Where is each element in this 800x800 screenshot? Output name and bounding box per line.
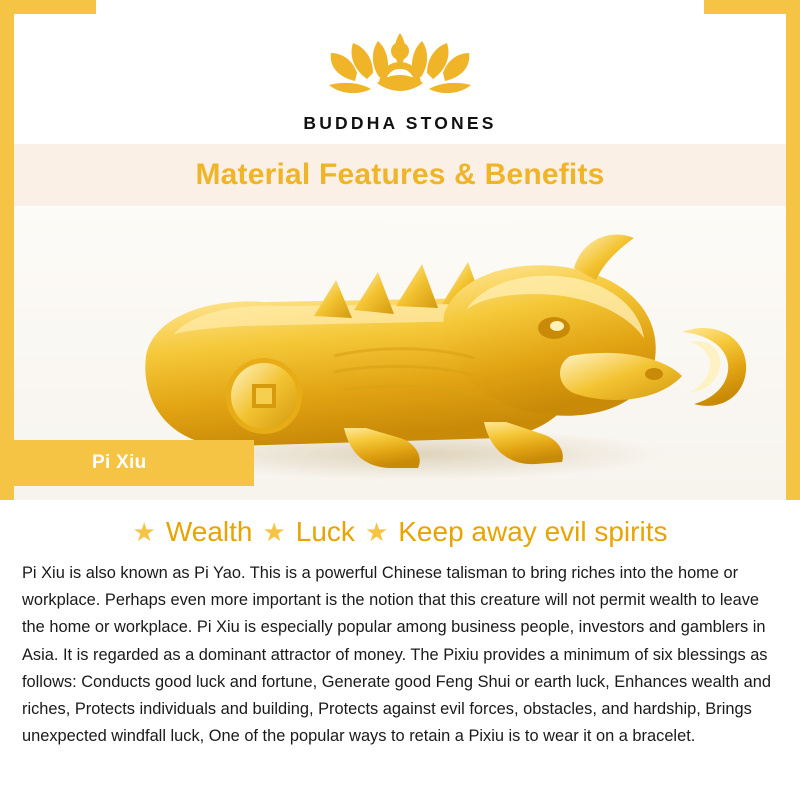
star-icon: ★ — [262, 517, 286, 547]
description-paragraph: Pi Xiu is also known as Pi Yao. This is a powerful Chinese talisman to bring riches into the home or workplace. Perhaps even more important is the notion that this creature will not permit wealth to leave the home or workplace. Pi Xiu is especially popular among business people, investors and gamblers in Asia. It is regarded as a dominant attractor of money. The Pixiu provides a minimum of six blessings as follows: Conducts good luck and fortune, Generate good Feng Shui or earth luck, Enhances wealth and riches, Protects individuals and building, Protects against evil forces, obstacles, and hardship, Brings unexpected windfall luck, One of the popular ways to retain a Pixiu is to wear it on a bracelet. — [22, 564, 771, 746]
benefit-evil-spirits: Keep away evil spirits — [398, 516, 668, 547]
star-icon: ★ — [132, 517, 156, 547]
benefits-headline — [0, 516, 800, 548]
decorative-bar-right — [786, 200, 800, 500]
title-band — [14, 144, 786, 206]
brand-header — [14, 14, 786, 144]
benefit-luck: Luck — [295, 516, 355, 547]
product-caption-label: Pi Xiu — [92, 452, 147, 473]
page-title: Material Features & Benefits — [195, 158, 605, 191]
decorative-bar-left — [0, 200, 14, 500]
product-caption-tab — [14, 440, 254, 486]
brand-name: BUDDHA STONES — [303, 112, 497, 133]
benefit-wealth: Wealth — [165, 516, 253, 547]
star-icon: ★ — [364, 517, 389, 547]
lotus-meditation-icon — [315, 25, 485, 107]
